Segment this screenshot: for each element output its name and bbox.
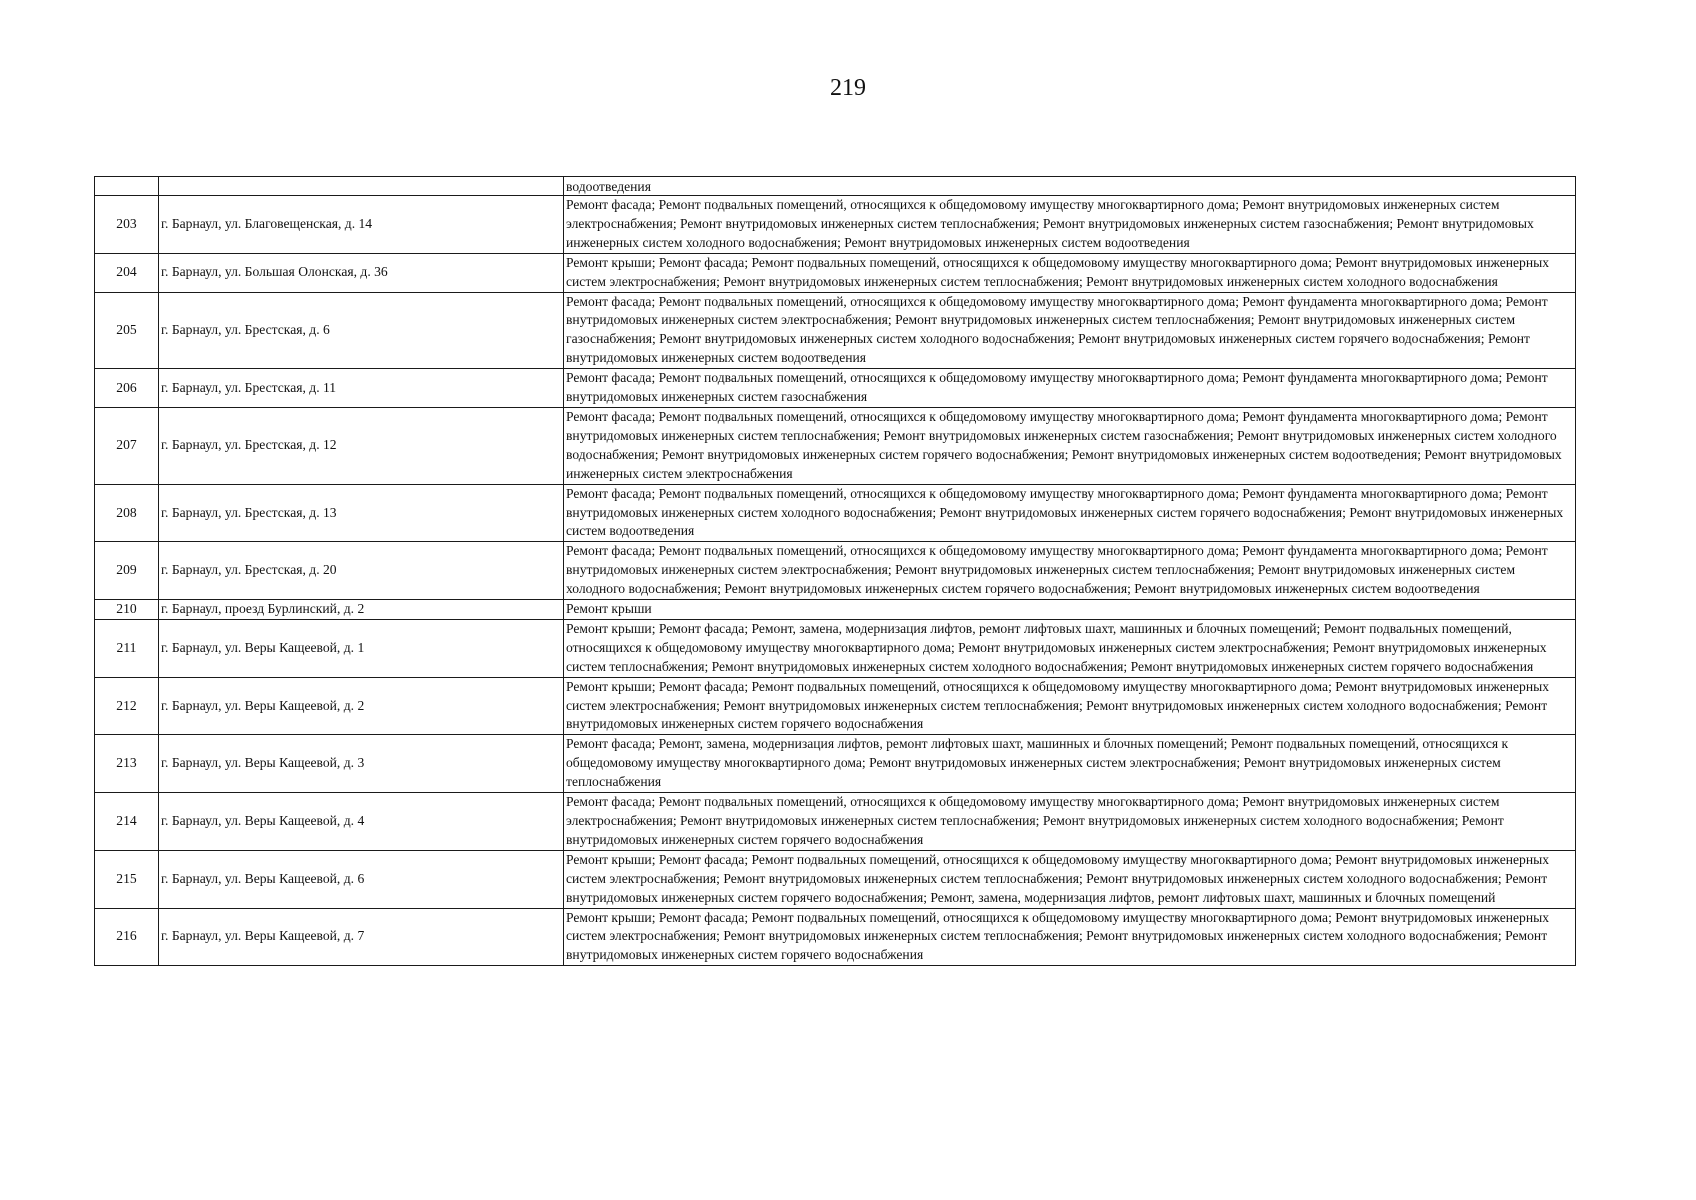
table-row	[95, 292, 1576, 369]
address-cell: г. Барнаул, ул. Благовещенская, д. 14	[159, 196, 564, 254]
table-row	[95, 196, 1576, 254]
row-number-cell: 207	[95, 407, 159, 484]
row-number-cell: 209	[95, 542, 159, 600]
table-row	[95, 677, 1576, 735]
address-cell: г. Барнаул, ул. Большая Олонская, д. 36	[159, 253, 564, 292]
address-cell: г. Барнаул, ул. Брестская, д. 12	[159, 407, 564, 484]
row-number-cell: 215	[95, 850, 159, 908]
row-number-cell: 216	[95, 908, 159, 966]
table-row	[95, 542, 1576, 600]
table-row	[95, 908, 1576, 966]
row-number-cell: 212	[95, 677, 159, 735]
works-cell: Ремонт фасада; Ремонт подвальных помещений, относящихся к общедомовому имуществу многоквартирного дома; Ремонт фундамента многоквартирного дома; Ремонт внутридомовых инженерных систем теплоснабжения; Ремонт внутридомовых инженерных систем газоснабжения; Ремонт внутридомовых инженерных систем холодного водоснабжения; Ремонт внутридомовых инженерных систем горячего водоснабжения; Ремонт внутридомовых инженерных систем водоотведения; Ремонт внутридомовых инженерных систем электроснабжения	[564, 407, 1576, 484]
address-cell: г. Барнаул, ул. Веры Кащеевой, д. 3	[159, 735, 564, 793]
row-number-cell: 208	[95, 484, 159, 542]
works-cell: Ремонт крыши; Ремонт фасада; Ремонт, замена, модернизация лифтов, ремонт лифтовых шахт, машинных и блочных помещений; Ремонт подвальных помещений, относящихся к общедомовому имуществу многоквартирного дома; Ремонт внутридомовых инженерных систем электроснабжения; Ремонт внутридомовых инженерных систем теплоснабжения; Ремонт внутридомовых инженерных систем холодного водоснабжения; Ремонт внутридомовых инженерных систем горячего водоснабжения	[564, 619, 1576, 677]
housing-repair-table	[94, 176, 1576, 966]
table-row	[95, 600, 1576, 620]
works-cell: Ремонт крыши; Ремонт фасада; Ремонт подвальных помещений, относящихся к общедомовому имуществу многоквартирного дома; Ремонт внутридомовых инженерных систем электроснабжения; Ремонт внутридомовых инженерных систем теплоснабжения; Ремонт внутридомовых инженерных систем холодного водоснабжения; Ремонт внутридомовых инженерных систем горячего водоснабжения	[564, 677, 1576, 735]
table-row	[95, 793, 1576, 851]
works-cell: Ремонт фасада; Ремонт подвальных помещений, относящихся к общедомовому имуществу многоквартирного дома; Ремонт фундамента многоквартирного дома; Ремонт внутридомовых инженерных систем холодного водоснабжения; Ремонт внутридомовых инженерных систем горячего водоснабжения; Ремонт внутридомовых инженерных систем водоотведения	[564, 484, 1576, 542]
works-cell: Ремонт фасада; Ремонт подвальных помещений, относящихся к общедомовому имуществу многоквартирного дома; Ремонт внутридомовых инженерных систем электроснабжения; Ремонт внутридомовых инженерных систем теплоснабжения; Ремонт внутридомовых инженерных систем газоснабжения; Ремонт внутридомовых инженерных систем холодного водоснабжения; Ремонт внутридомовых инженерных систем водоотведения	[564, 196, 1576, 254]
address-cell: г. Барнаул, ул. Веры Кащеевой, д. 2	[159, 677, 564, 735]
table-row	[95, 619, 1576, 677]
works-cell: Ремонт фасада; Ремонт подвальных помещений, относящихся к общедомовому имуществу многоквартирного дома; Ремонт фундамента многоквартирного дома; Ремонт внутридомовых инженерных систем газоснабжения	[564, 369, 1576, 408]
row-number-cell: 213	[95, 735, 159, 793]
address-cell: г. Барнаул, проезд Бурлинский, д. 2	[159, 600, 564, 620]
row-number-cell: 214	[95, 793, 159, 851]
works-cell: Ремонт фасада; Ремонт подвальных помещений, относящихся к общедомовому имуществу многоквартирного дома; Ремонт внутридомовых инженерных систем электроснабжения; Ремонт внутридомовых инженерных систем теплоснабжения; Ремонт внутридомовых инженерных систем холодного водоснабжения; Ремонт внутридомовых инженерных систем горячего водоснабжения	[564, 793, 1576, 851]
table-row	[95, 850, 1576, 908]
address-cell: г. Барнаул, ул. Брестская, д. 6	[159, 292, 564, 369]
table-row	[95, 735, 1576, 793]
works-cell: Ремонт фасада; Ремонт, замена, модернизация лифтов, ремонт лифтовых шахт, машинных и блочных помещений; Ремонт подвальных помещений, относящихся к общедомовому имуществу многоквартирного дома; Ремонт внутридомовых инженерных систем электроснабжения; Ремонт внутридомовых инженерных систем теплоснабжения	[564, 735, 1576, 793]
works-cell: Ремонт фасада; Ремонт подвальных помещений, относящихся к общедомовому имуществу многоквартирного дома; Ремонт фундамента многоквартирного дома; Ремонт внутридомовых инженерных систем электроснабжения; Ремонт внутридомовых инженерных систем теплоснабжения; Ремонт внутридомовых инженерных систем холодного водоснабжения; Ремонт внутридомовых инженерных систем горячего водоснабжения; Ремонт внутридомовых инженерных систем водоотведения	[564, 542, 1576, 600]
table-row	[95, 484, 1576, 542]
works-cell: Ремонт крыши; Ремонт фасада; Ремонт подвальных помещений, относящихся к общедомовому имуществу многоквартирного дома; Ремонт внутридомовых инженерных систем электроснабжения; Ремонт внутридомовых инженерных систем теплоснабжения; Ремонт внутридомовых инженерных систем холодного водоснабжения; Ремонт внутридомовых инженерных систем горячего водоснабжения; Ремонт, замена, модернизация лифтов, ремонт лифтовых шахт, машинных и блочных помещений	[564, 850, 1576, 908]
address-cell: г. Барнаул, ул. Брестская, д. 11	[159, 369, 564, 408]
page-number: 219	[830, 75, 866, 101]
works-cell: Ремонт крыши; Ремонт фасада; Ремонт подвальных помещений, относящихся к общедомовому имуществу многоквартирного дома; Ремонт внутридомовых инженерных систем электроснабжения; Ремонт внутридомовых инженерных систем теплоснабжения; Ремонт внутридомовых инженерных систем холодного водоснабжения; Ремонт внутридомовых инженерных систем горячего водоснабжения	[564, 908, 1576, 966]
row-number-cell: 203	[95, 196, 159, 254]
address-cell: г. Барнаул, ул. Веры Кащеевой, д. 7	[159, 908, 564, 966]
row-number-cell: 211	[95, 619, 159, 677]
address-cell: г. Барнаул, ул. Веры Кащеевой, д. 6	[159, 850, 564, 908]
row-number-cell	[95, 177, 159, 196]
works-cell: Ремонт крыши; Ремонт фасада; Ремонт подвальных помещений, относящихся к общедомовому имуществу многоквартирного дома; Ремонт внутридомовых инженерных систем электроснабжения; Ремонт внутридомовых инженерных систем теплоснабжения; Ремонт внутридомовых инженерных систем холодного водоснабжения	[564, 253, 1576, 292]
address-cell: г. Барнаул, ул. Брестская, д. 20	[159, 542, 564, 600]
address-cell: г. Барнаул, ул. Веры Кащеевой, д. 4	[159, 793, 564, 851]
row-number-cell: 206	[95, 369, 159, 408]
table-row	[95, 369, 1576, 408]
works-cell: Ремонт крыши	[564, 600, 1576, 620]
row-number-cell: 210	[95, 600, 159, 620]
table-row	[95, 407, 1576, 484]
row-number-cell: 204	[95, 253, 159, 292]
table-row-continuation	[95, 177, 1576, 196]
address-cell: г. Барнаул, ул. Брестская, д. 13	[159, 484, 564, 542]
works-cell: водоотведения	[564, 177, 1576, 196]
address-cell: г. Барнаул, ул. Веры Кащеевой, д. 1	[159, 619, 564, 677]
table-row	[95, 253, 1576, 292]
row-number-cell: 205	[95, 292, 159, 369]
address-cell	[159, 177, 564, 196]
works-cell: Ремонт фасада; Ремонт подвальных помещений, относящихся к общедомовому имуществу многоквартирного дома; Ремонт фундамента многоквартирного дома; Ремонт внутридомовых инженерных систем электроснабжения; Ремонт внутридомовых инженерных систем теплоснабжения; Ремонт внутридомовых инженерных систем газоснабжения; Ремонт внутридомовых инженерных систем холодного водоснабжения; Ремонт внутридомовых инженерных систем горячего водоснабжения; Ремонт внутридомовых инженерных систем водоотведения	[564, 292, 1576, 369]
